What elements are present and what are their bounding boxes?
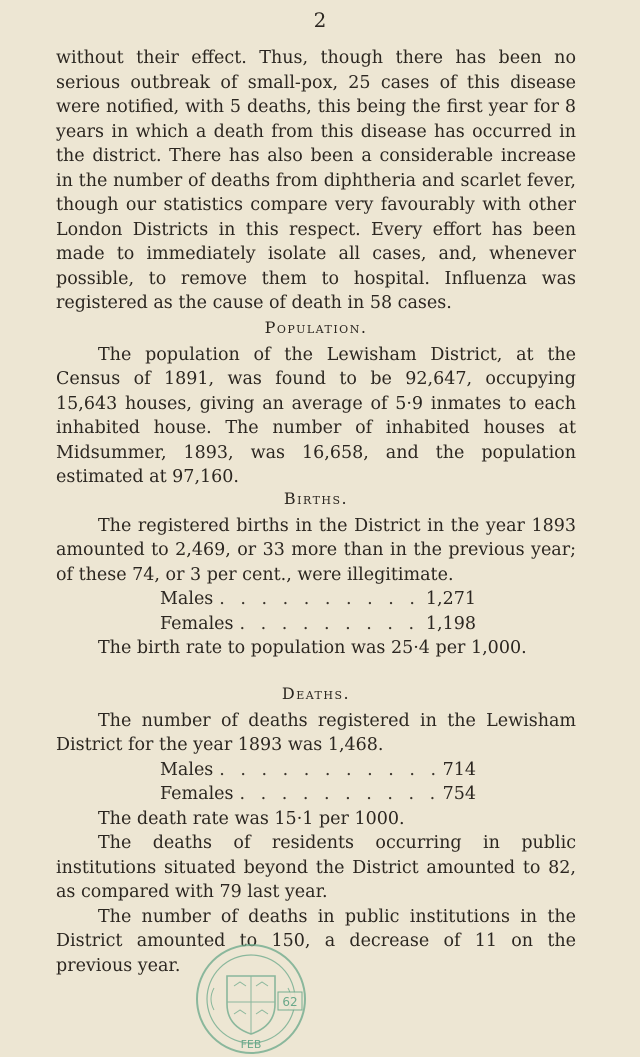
deaths-females-value: 754 (442, 784, 476, 804)
institutions-paragraph: The number of deaths in public institutions in the District amounted to 150, a decrease of 11 on the previous year. (56, 906, 576, 976)
population-heading: Population. (264, 318, 368, 337)
library-stamp-seal (194, 942, 308, 1056)
population-paragraph: The population of the Lewisham District, at the Census of 1891, was found to be 92,647, occupying 15,643 houses, giving an average of 5·9 inmates to each inhabited house. The number of inhabited houses at Midsummer, 1893, was 16,658, and the population estimated at 97,160. (56, 344, 576, 487)
residents-paragraph: The deaths of residents occurring in public institutions situated beyond the District amounted to 82, as compared with 79 last year. (56, 833, 576, 902)
birth-rate: The birth rate to population was 25·4 per 1,000. (98, 638, 527, 658)
births-section (56, 487, 576, 661)
births-males-value: 1,271 (425, 589, 476, 609)
stamp-number: 62 (282, 995, 298, 1009)
births-females-row (160, 612, 476, 637)
births-paragraph: The registered births in the District in the year 1893 amounted to 2,469, or 33 more than in the previous year; of these 74, or 3 per cent., were illegitimate. (56, 515, 576, 585)
deaths-males-value: 714 (442, 759, 476, 780)
stamp-month: FEB (240, 1038, 262, 1051)
births-males-row (160, 587, 476, 612)
deaths-females-row (160, 782, 476, 807)
dot-leader (213, 587, 426, 612)
dot-leader (234, 782, 443, 807)
deaths-males-label: Males (160, 759, 214, 780)
population-section (56, 316, 576, 490)
deaths-females-label: Females (160, 784, 234, 804)
death-rate: The death rate was 15·1 per 1000. (98, 808, 405, 829)
deaths-heading: Deaths. (281, 684, 351, 703)
intro-paragraph: without their effect. Thus, though there has been no serious outbreak of small-pox, 25 cases of this disease were notified, with 5 deaths, this being the first year for 8 years in which a death from this disease has occurred in the district. There has also been a considerable increase in the number of deaths from diphtheria and scarlet fever, though our statistics compare very favourably with other London Districts in this respect. Every effort has been made to immediately isolate all cases, and, whenever possible, to remove them to hospital. Influenza was registered as the cause of death in 58 cases. (56, 48, 576, 313)
page-number: 2 (313, 8, 327, 32)
dot-leader (213, 758, 442, 783)
births-males-label: Males (160, 589, 214, 609)
dot-leader (234, 612, 426, 637)
deaths-paragraph: The number of deaths registered in the Lewisham District for the year 1893 was 1,468. (56, 710, 576, 755)
deaths-males-row (160, 758, 476, 783)
births-females-value: 1,198 (425, 613, 476, 634)
deaths-section (56, 682, 576, 978)
births-heading: Births. (283, 489, 349, 508)
body-text (56, 46, 576, 316)
births-females-label: Females (160, 613, 234, 634)
